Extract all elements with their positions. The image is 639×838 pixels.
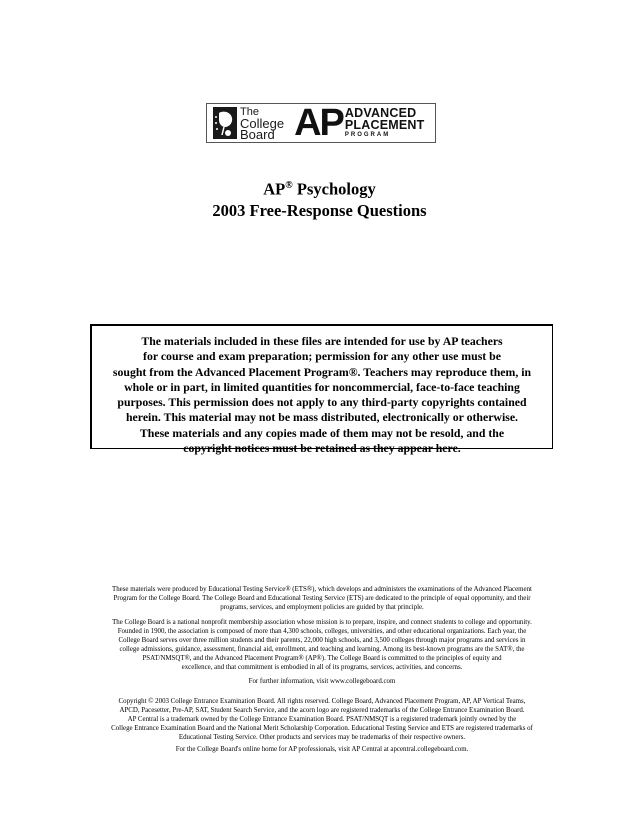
college-board-paragraph: The College Board is a national nonprofit membership association whose mission is to prepare, inspire, and connect students to college and opportunity. Founded in 1900, the association is composed of more than 4,300 schools, colleges, universities, and other educational organizations. Each year, the College Board serves over three million students and their parents, 22,000 high schools, and 3,500 colleges through major programs and services in college admissions, guidance, assessment, financial aid, enrollment, and teaching and learning. Among its best-known programs are the SAT®, the PSAT/NMSQT®, and the Advanced Placement Program® (AP®). The College Board is committed to the principles of equity and excellence, and that commitment is embodied in all of its programs, services, activities, and concerns. bbox=[112, 619, 532, 672]
acorn-leaf-icon bbox=[213, 107, 237, 139]
college-board-wordmark: The College Board bbox=[240, 105, 285, 142]
ap-mark: AP bbox=[294, 102, 343, 144]
ap-central-line: For the College Board's online home for AP professionals, visit AP Central at apcentral.collegeboard.com. bbox=[175, 746, 469, 753]
ets-paragraph: These materials were produced by Educational Testing Service® (ETS®), which develops and administers the examinations of the Advanced Placement Program for the College Board. The College Board and Educational Testing Service (ETS) are dedicated to the principle of equal opportunity, and their programs, services, and employment policies are guided by that principle. bbox=[112, 586, 532, 612]
title-line-1: AP® Psychology bbox=[263, 179, 376, 199]
ap-program-wordmark: ADVANCED PLACEMENT PROGRAM bbox=[344, 106, 425, 138]
title-line-2: 2003 Free-Response Questions bbox=[212, 200, 427, 220]
copyright-paragraph: Copyright © 2003 College Entrance Examination Board. All rights reserved. College Board, Advanced Placement Program, AP, AP Vertical Teams, APCD, Pacesetter, Pre-AP, SAT, Student Search Service, and the acorn logo are registered trademarks of the College Entrance Examination Board. AP Central is a trademark owned by the College Entrance Examination Board. PSAT/NMSQT is a registered trademark jointly owned by the College Entrance Examination Board and the National Merit Scholarship Corporation. Educational Testing Service and ETS are registered trademarks of Educational Testing Service. Other products and services may be trademarks of their respective owners. bbox=[111, 698, 533, 742]
further-info-line: For further information, visit www.collegeboard.com bbox=[248, 678, 396, 685]
usage-notice-box bbox=[90, 324, 553, 456]
document-title bbox=[0, 175, 639, 221]
college-board-ap-logo bbox=[206, 103, 436, 143]
usage-notice-text: The materials included in these files are intended for use by AP teachers for course and exam preparation; permission for any other use must be sought from the Advanced Placement Program®. Teachers may reproduce them, in whole or in part, in limited quantities for noncommercial, face-to-face teaching purposes. This permission does not apply to any third-party copyrights contained herein. This material may not be mass distributed, electronically or otherwise. These materials and any copies made of them may not be resold, and the copyright notices must be retained as they appear here. bbox=[112, 334, 532, 456]
